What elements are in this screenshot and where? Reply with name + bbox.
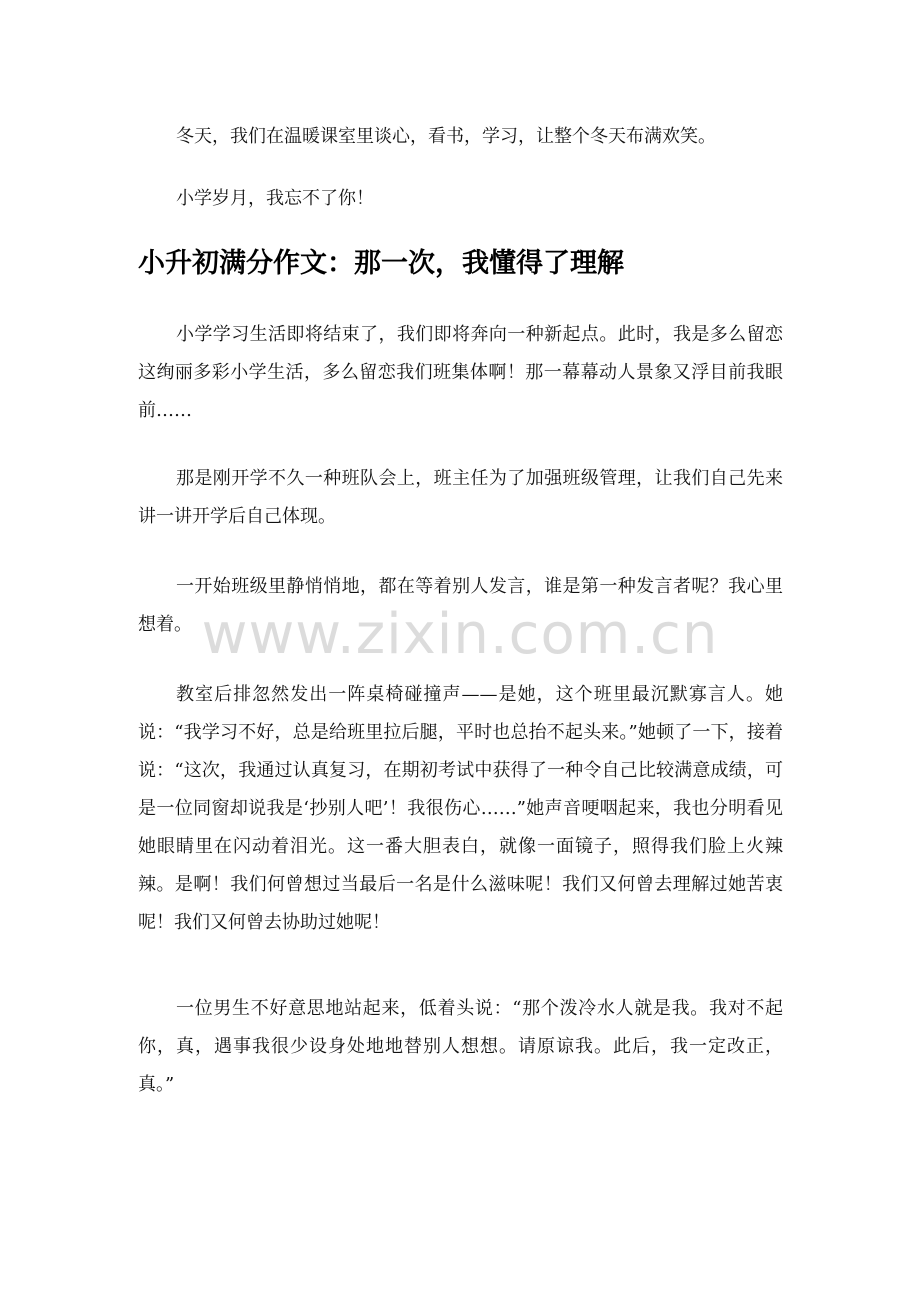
- paragraph-2: 那是刚开学不久一种班队会上，班主任为了加强班级管理，让我们自己先来讲一讲开学后自己体现。: [138, 468, 783, 527]
- essay-title: 小升初满分作文：那一次，我懂得了理解: [138, 248, 624, 279]
- paragraph-farewell: 小学岁月，我忘不了你！: [176, 188, 374, 209]
- paragraph-1: 小学学习生活即将结束了，我们即将奔向一种新起点。此时，我是多么留恋这绚丽多彩小学生活，多么留恋我们班集体啊！那一幕幕动人景象又浮目前我眼前……: [138, 324, 783, 421]
- watermark: www.zixin.com.cn: [201, 602, 719, 667]
- paragraph-3: 一开始班级里静悄悄地，都在等着别人发言，谁是第一种发言者呢？我心里想着。: [138, 576, 783, 635]
- paragraph-4: 教室后排忽然发出一阵桌椅碰撞声——是她，这个班里最沉默寡言人。她说：“我学习不好，总是给班里拉后腿，平时也总抬不起头来。”她顿了一下，接着说：“这次，我通过认真复习，在期初考试中获得了一种令自己比较满意成绩，可是一位同窗却说我是‘抄别人吧’！我很伤心……”她声音哽咽起来，我也分明看见她眼睛里在闪动着泪光。这一番大胆表白，就像一面镜子，照得我们脸上火辣辣。是啊！我们何曾想过当最后一名是什么滋味呢！我们又何曾去理解过她苦衷呢！我们又何曾去协助过她呢！: [138, 684, 783, 933]
- paragraph-5: 一位男生不好意思地站起来，低着头说：“那个泼冷水人就是我。我对不起你，真，遇事我很少设身处地地替别人想想。请原谅我。此后，我一定改正，真。”: [138, 998, 783, 1095]
- paragraph-winter: 冬天，我们在温暖课室里谈心，看书，学习，让整个冬天布满欢笑。: [176, 126, 716, 147]
